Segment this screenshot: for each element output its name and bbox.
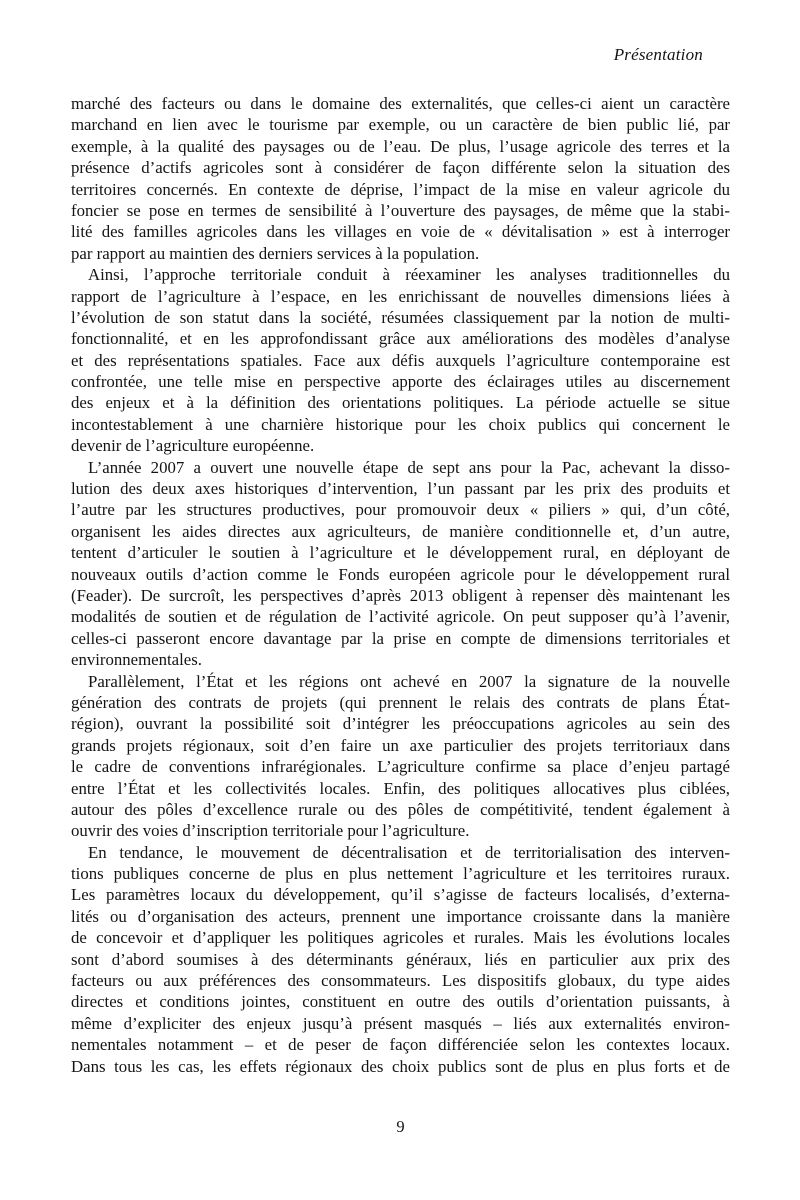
text-line: l’évolution de son statut dans la société, résumées classiquement par la notion de multi- xyxy=(71,307,730,327)
text-line: tentent d’articuler le soutien à l’agriculture et le développement rural, en déployant de xyxy=(71,543,730,563)
paragraph xyxy=(71,671,730,842)
text-line: Les paramètres locaux du développement, qu’il s’agisse de facteurs localisés, d’externa- xyxy=(71,885,730,905)
text-line: lution des deux axes historiques d’intervention, l’un passant par les prix des produits et xyxy=(71,479,730,499)
running-header: Présentation xyxy=(613,45,703,64)
text-line: celles-ci passeront encore davantage par la prise en compte de dimensions territoriales et xyxy=(71,628,730,648)
paragraph xyxy=(71,842,730,1077)
text-line: facteurs ou aux préférences des consommateurs. Les dispositifs globaux, du type aides xyxy=(71,971,730,991)
text-line: marchand en lien avec le tourisme par exemple, ou un caractère de bien public lié, par xyxy=(71,115,730,135)
text-line: directes et conditions jointes, constituent en outre des outils d’orientation puissants, à xyxy=(71,992,730,1012)
text-line: lité des familles agricoles dans les villages en voie de « dévitalisation » est à interroger xyxy=(71,222,730,242)
text-line: organisent les aides directes aux agriculteurs, de manière conditionnelle et, d’un autre, xyxy=(71,521,730,541)
text-line: le cadre de conventions infrarégionales. L’agriculture confirme sa place d’enjeu partagé xyxy=(71,757,730,777)
text-line: région), ouvrant la possibilité soit d’intégrer les préoccupations agricoles au sein des xyxy=(71,714,730,734)
text-line: même d’expliciter des enjeux jusqu’à présent masqués – liés aux externalités environ- xyxy=(71,1013,730,1033)
text-line: l’autre par les structures productives, pour promouvoir deux « piliers » qui, d’un côté, xyxy=(71,500,730,520)
text-line: exemple, à la qualité des paysages ou de l’eau. De plus, l’usage agricole des terres et la xyxy=(71,136,730,156)
text-line: En tendance, le mouvement de décentralisation et de territorialisation des interven- xyxy=(88,842,730,862)
text-line: modalités de soutien et de régulation de l’activité agricole. On peut supposer qu’à l’avenir, xyxy=(71,607,730,627)
text-line: tions publiques concerne de plus en plus nettement l’agriculture et les territoires ruraux. xyxy=(71,864,730,884)
text-line: grands projets régionaux, soit d’en faire un axe particulier des projets territoriaux dans xyxy=(71,735,730,755)
paragraph xyxy=(71,93,730,264)
text-line: environnementales. xyxy=(71,650,202,670)
text-line: sont d’abord soumises à des déterminants généraux, liés en particulier aux prix des xyxy=(71,949,730,969)
text-line: confrontée, une telle mise en perspective apporte des éclairages utiles au discernement xyxy=(71,372,730,392)
text-line: territoires concernés. En contexte de déprise, l’impact de la mise en valeur agricole du xyxy=(71,179,730,199)
text-line: rapport de l’agriculture à l’espace, en les enrichissant de nouvelles dimensions liées à xyxy=(71,286,730,306)
text-line: Dans tous les cas, les effets régionaux des choix publics sont de plus en plus forts et de xyxy=(71,1056,730,1076)
page-number: 9 xyxy=(396,1117,405,1136)
text-line: de concevoir et d’appliquer les politiques agricoles et rurales. Mais les évolutions locales xyxy=(71,928,730,948)
text-line: autour des pôles d’excellence rurale ou des pôles de compétitivité, tendent également à xyxy=(71,799,730,819)
text-line: par rapport au maintien des derniers services à la population. xyxy=(71,243,480,263)
text-line: des enjeux et à la définition des orientations politiques. La période actuelle se situe xyxy=(71,393,730,413)
text-line: nementales notamment – et de peser de façon différenciée selon les contextes locaux. xyxy=(71,1035,730,1055)
text-line: Ainsi, l’approche territoriale conduit à réexaminer les analyses traditionnelles du xyxy=(88,265,730,285)
text-line: génération des contrats de projets (qui prennent le relais des contrats de plans État- xyxy=(71,692,730,712)
paragraph xyxy=(71,264,730,457)
text-line: ouvrir des voies d’inscription territoriale pour l’agriculture. xyxy=(71,821,470,841)
text-line: (Feader). De surcroît, les perspectives d’après 2013 obligent à repenser dès maintenant les xyxy=(71,585,730,605)
text-line: entre l’État et les collectivités locales. Enfin, des politiques allocatives plus ciblées, xyxy=(71,778,730,798)
text-line: présence d’actifs agricoles sont à considérer de façon différente selon la situation des xyxy=(71,158,730,178)
text-line: devenir de l’agriculture européenne. xyxy=(71,436,315,456)
text-line: et des représentations spatiales. Face aux défis auxquels l’agriculture contemporaine est xyxy=(71,350,730,370)
text-line: Parallèlement, l’État et les régions ont achevé en 2007 la signature de la nouvelle xyxy=(88,671,730,691)
page-body xyxy=(71,93,730,1077)
text-line: marché des facteurs ou dans le domaine des externalités, que celles-ci aient un caractère xyxy=(71,94,730,113)
paragraph xyxy=(71,457,730,671)
text-line: nouveaux outils d’action comme le Fonds européen agricole pour le développement rural xyxy=(71,564,730,584)
text-line: incontestablement à une charnière historique pour les choix publics qui concernent le xyxy=(71,414,730,434)
text-line: L’année 2007 a ouvert une nouvelle étape de sept ans pour la Pac, achevant la disso- xyxy=(88,457,730,477)
text-line: fonctionnalité, et en les approfondissant grâce aux améliorations des modèles d’analyse xyxy=(71,329,730,349)
text-line: foncier se pose en termes de sensibilité à l’ouverture des paysages, de même que la stabi- xyxy=(71,200,730,220)
text-line: lités ou d’organisation des acteurs, prennent une importance croissante dans la manière xyxy=(71,906,730,926)
